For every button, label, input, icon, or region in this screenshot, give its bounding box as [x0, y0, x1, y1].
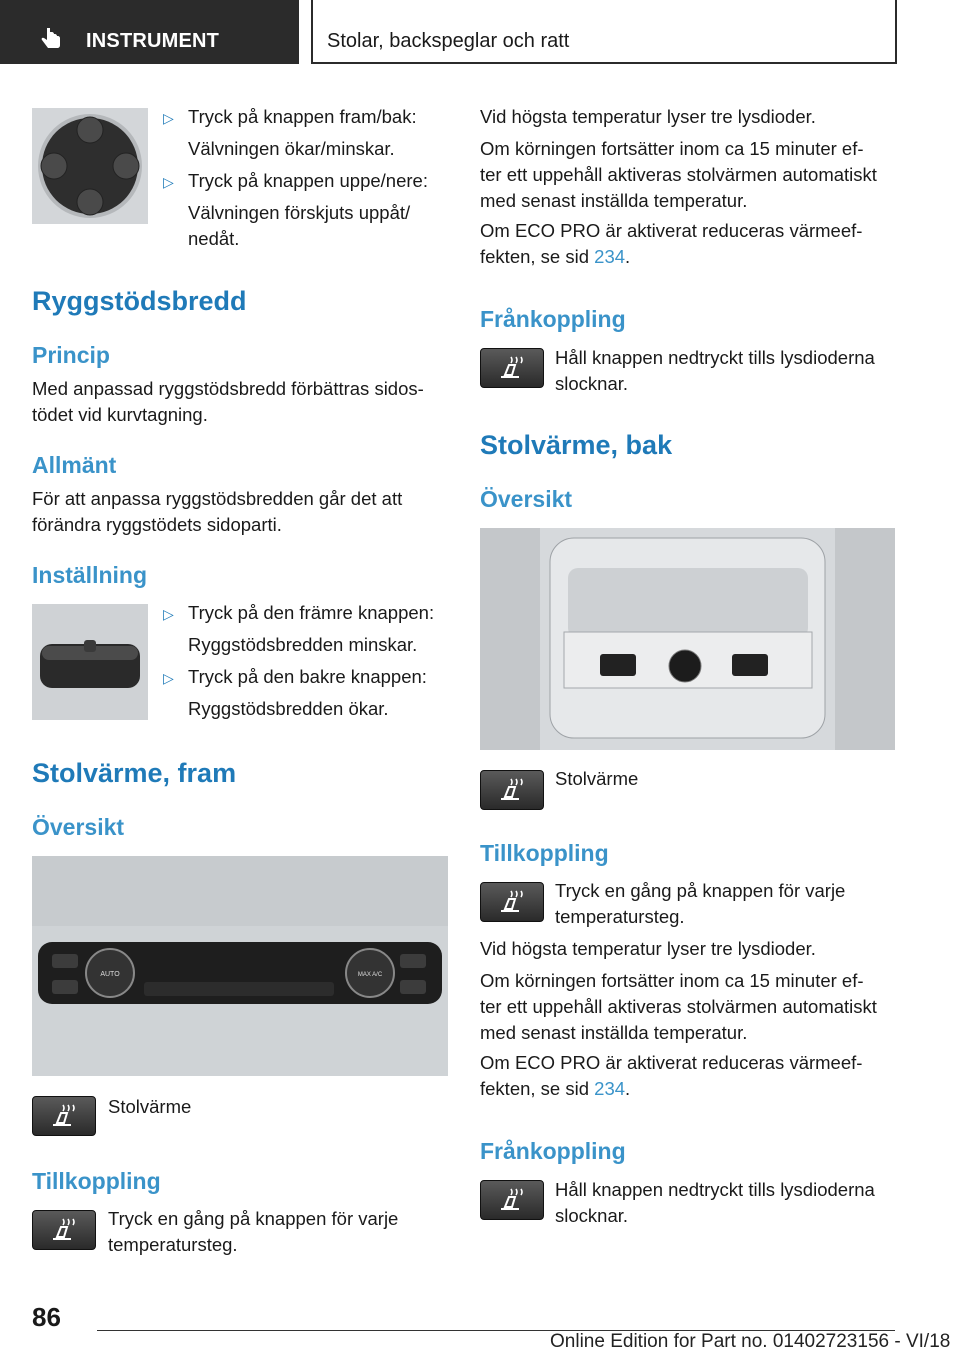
princip-heading: Princip — [32, 342, 110, 368]
seat-heating-icon — [480, 770, 544, 810]
chapter-tab — [311, 0, 897, 64]
rear-console-image — [480, 528, 895, 750]
front-tillkoppling-heading: Tillkoppling — [32, 1168, 161, 1194]
rear-oversikt-heading: Översikt — [480, 486, 573, 512]
right-p2-1: Om körningen fortsätter inom ca 15 minuter ef- — [480, 138, 864, 159]
rear-p3-1: Om ECO PRO är aktiverat reduceras värmeef- — [480, 1052, 863, 1073]
allmant-text-2: förändra ryggstödets sidoparti. — [32, 514, 282, 535]
frank2-text-2: slocknar. — [555, 1205, 629, 1226]
rear-tillk-text-1: Tryck en gång på knappen för varje — [555, 880, 846, 901]
front-tillk-text-2: temperatursteg. — [108, 1234, 238, 1255]
rear-p2-1: Om körningen fortsätter inom ca 15 minuter ef- — [480, 970, 864, 991]
lumbar-button-image — [32, 108, 148, 224]
seat-heating-icon — [480, 882, 544, 922]
bullet-triangle-icon: ▷ — [163, 174, 174, 190]
page-link-234[interactable]: 234 — [594, 1078, 626, 1099]
ryggstod-heading: Ryggstödsbredd — [32, 286, 247, 316]
panel-max-label: MAX A/C — [357, 972, 383, 978]
page-link-234[interactable]: 234 — [594, 246, 626, 267]
frank2-text-1: Håll knappen nedtryckt tills lysdioderna — [555, 1179, 875, 1200]
bullet-triangle-icon: ▷ — [163, 670, 174, 686]
seat-heating-icon — [480, 348, 544, 388]
bullet-triangle-icon: ▷ — [163, 606, 174, 622]
frankoppling-1-heading: Frånkoppling — [480, 306, 626, 332]
width-result-2: Ryggstödsbredden ökar. — [188, 698, 389, 719]
installning-heading: Inställning — [32, 562, 147, 588]
front-icon-caption: Stolvärme — [108, 1096, 192, 1117]
rear-tillkoppling-heading: Tillkoppling — [480, 840, 609, 866]
seat-heating-icon — [480, 1180, 544, 1220]
right-p1: Vid högsta temperatur lyser tre lysdioder. — [480, 106, 816, 127]
rear-heating-heading: Stolvärme, bak — [480, 430, 673, 460]
rear-p1: Vid högsta temperatur lyser tre lysdioder. — [480, 938, 816, 959]
rear-p2-3: med senast inställda temperatur. — [480, 1022, 748, 1043]
section-tab — [0, 0, 299, 64]
right-p3-2-text: fekten, se sid — [480, 246, 595, 267]
page-header — [0, 0, 960, 66]
rear-p3-2-text: fekten, se sid — [480, 1078, 595, 1099]
princip-text-2: tödet vid kurvtagning. — [32, 404, 208, 425]
allmant-text-1: För att anpassa ryggstödsbredden går det att — [32, 488, 403, 509]
right-p2-2: ter ett uppehåll aktiveras stolvärmen automatiskt — [480, 164, 877, 185]
hand-pointer-icon — [40, 28, 62, 52]
lumbar-action-1: Tryck på knappen fram/bak: — [188, 106, 417, 127]
width-action-2: Tryck på den bakre knappen: — [188, 666, 427, 687]
front-tillk-text-1: Tryck en gång på knappen för varje — [108, 1208, 399, 1229]
section-label: INSTRUMENT — [86, 30, 220, 52]
front-climate-panel-image — [32, 856, 448, 1076]
width-button-image — [32, 604, 148, 720]
rear-p3-2 — [480, 1076, 630, 1102]
panel-auto-label: AUTO — [100, 971, 120, 978]
lumbar-result-2b: nedåt. — [188, 228, 240, 249]
right-p3-2 — [480, 244, 630, 270]
bullet-triangle-icon: ▷ — [163, 110, 174, 126]
lumbar-result-1: Välvningen ökar/minskar. — [188, 138, 395, 159]
footer-edition: Online Edition for Part no. 01402723156 - VI/18 — [550, 1331, 951, 1352]
frank1-text-2: slocknar. — [555, 373, 629, 394]
width-action-1: Tryck på den främre knappen: — [188, 602, 435, 623]
right-p2-3: med senast inställda temperatur. — [480, 190, 748, 211]
right-p3-2-post: . — [625, 246, 631, 267]
rear-p3-2-post: . — [625, 1078, 631, 1099]
page-number: 86 — [32, 1302, 61, 1332]
rear-p2-2: ter ett uppehåll aktiveras stolvärmen automatiskt — [480, 996, 877, 1017]
frankoppling-2-heading: Frånkoppling — [480, 1138, 626, 1164]
princip-text-1: Med anpassad ryggstödsbredd förbättras sidos- — [32, 378, 424, 399]
lumbar-result-2a: Välvningen förskjuts uppåt/ — [188, 202, 411, 223]
seat-heating-icon — [32, 1096, 96, 1136]
right-p3-1: Om ECO PRO är aktiverat reduceras värmeef- — [480, 220, 863, 241]
lumbar-action-2: Tryck på knappen uppe/nere: — [188, 170, 428, 191]
front-oversikt-heading: Översikt — [32, 814, 125, 840]
width-result-1: Ryggstödsbredden minskar. — [188, 634, 418, 655]
chapter-label: Stolar, backspeglar och ratt — [327, 30, 570, 52]
rear-icon-caption: Stolvärme — [555, 768, 639, 789]
allmant-heading: Allmänt — [32, 452, 117, 478]
rear-tillk-text-2: temperatursteg. — [555, 906, 685, 927]
frank1-text-1: Håll knappen nedtryckt tills lysdioderna — [555, 347, 875, 368]
front-heating-heading: Stolvärme, fram — [32, 758, 237, 788]
seat-heating-icon — [32, 1210, 96, 1250]
